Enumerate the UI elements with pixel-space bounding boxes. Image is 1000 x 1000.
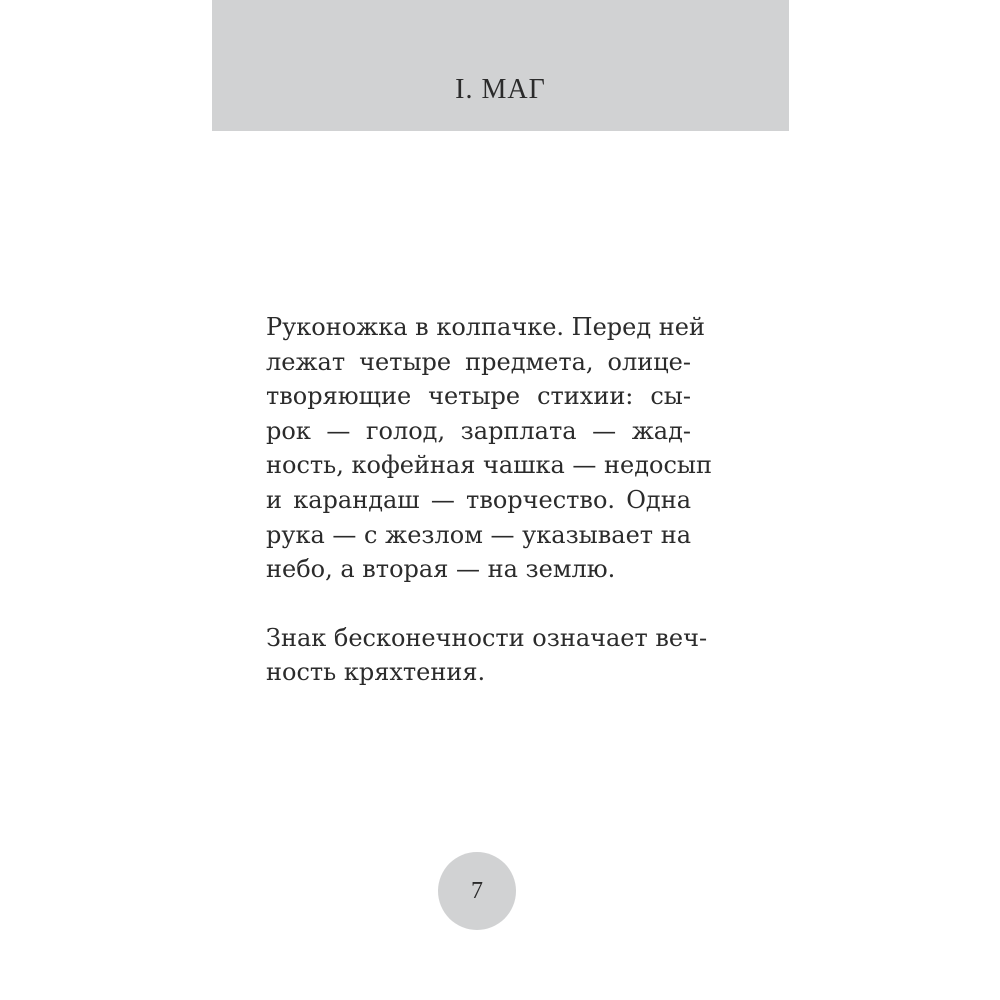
chapter-header-band	[212, 0, 789, 131]
page-number: 7	[471, 878, 483, 904]
text-line: лежат четыре предмета, олице-	[266, 347, 691, 376]
paragraph	[266, 621, 708, 690]
text-line: Знак бесконечности означает веч-	[266, 623, 708, 652]
text-line: небо, а вторая — на землю.	[266, 555, 616, 584]
paragraph	[266, 310, 713, 587]
body-text	[266, 310, 713, 690]
text-line: и карандаш — творчество. Одна	[266, 485, 691, 514]
page-number-badge	[438, 852, 516, 930]
text-line: рок — голод, зарплата — жад-	[266, 416, 691, 445]
text-line: творяющие четыре стихии: сы-	[266, 382, 691, 411]
text-line: ность кряхтения.	[266, 658, 486, 687]
paragraph-gap	[266, 587, 691, 621]
text-line: ность, кофейная чашка — недосып	[266, 451, 713, 480]
text-line: рука — с жезлом — указывает на	[266, 520, 691, 549]
chapter-title: I. МАГ	[455, 74, 546, 105]
text-line: Руконожка в колпачке. Перед ней	[266, 313, 705, 341]
